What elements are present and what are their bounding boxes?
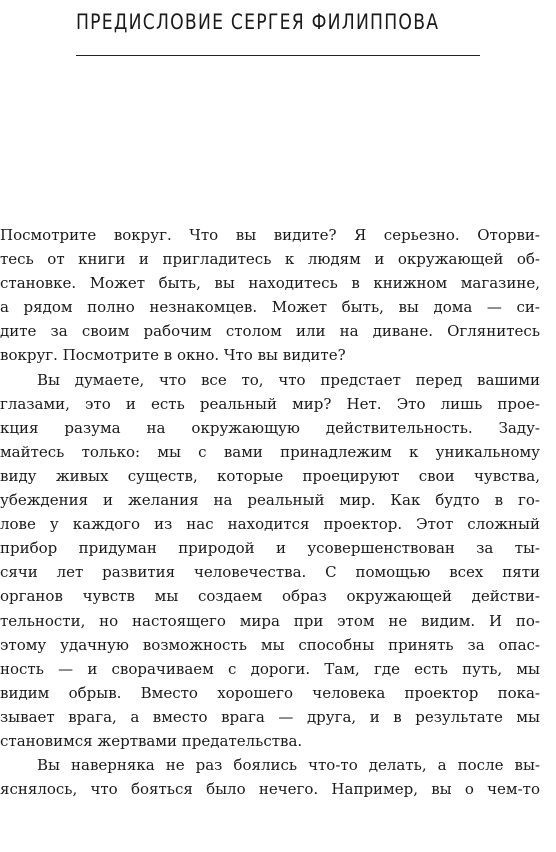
text-line: ность — и сворачиваем с дороги. Там, где есть путь, мы	[0, 659, 540, 678]
text-line: лове у каждого из нас находится проектор. Этот сложный	[0, 515, 540, 534]
text-line: дите за своим рабочим столом или на диване. Оглянитесь	[0, 322, 540, 341]
text-line: Вы думаете, что все то, что предстает перед вашими	[37, 370, 540, 389]
text-line: Вы наверняка не раз боялись что-то делать, а после вы-	[37, 756, 540, 775]
chapter-title: ПРЕДИСЛОВИЕ СЕРГЕЯ ФИЛИППОВА	[76, 10, 440, 34]
text-line: тесь от книги и пригладитесь к людям и окружающей об-	[0, 250, 540, 269]
text-line: убеждения и желания на реальный мир. Как будто в го-	[0, 491, 540, 510]
text-line: видим обрыв. Вместо хорошего человека проектор пока-	[0, 683, 540, 702]
text-line: органов чувств мы создаем образ окружающей действи-	[0, 587, 540, 606]
text-line: глазами, это и есть реальный мир? Нет. Это лишь прое-	[0, 394, 540, 413]
text-line: прибор придуман природой и усовершенствован за ты-	[0, 539, 540, 558]
body-text	[0, 223, 556, 801]
text-line: становимся жертвами предательства.	[0, 731, 303, 750]
text-line: тельности, но настоящего мира при этом не видим. И по-	[0, 611, 540, 630]
text-line: майтесь только: мы с вами принадлежим к уникальному	[0, 442, 540, 461]
text-line: вокруг. Посмотрите в окно. Что вы видите?	[0, 346, 346, 365]
title-rule	[76, 55, 480, 56]
text-line: этому удачную возможность мы способны принять за опас-	[0, 635, 540, 654]
text-line: а рядом полно незнакомцев. Может быть, вы дома — си-	[0, 298, 540, 317]
text-line: сячи лет развития человечества. С помощью всех пяти	[0, 563, 540, 582]
text-line: виду живых существ, которые проецируют свои чувства,	[0, 466, 540, 485]
text-line: зывает врага, а вместо врага — друга, и в результате мы	[0, 707, 540, 726]
text-line: Посмотрите вокруг. Что вы видите? Я серьезно. Оторви-	[0, 226, 540, 244]
text-line: становке. Может быть, вы находитесь в книжном магазине,	[0, 274, 540, 293]
text-line: кция разума на окружающую действительность. Заду-	[0, 418, 540, 437]
text-line: яснялось, что бояться было нечего. Например, вы о чем-то	[0, 780, 540, 799]
